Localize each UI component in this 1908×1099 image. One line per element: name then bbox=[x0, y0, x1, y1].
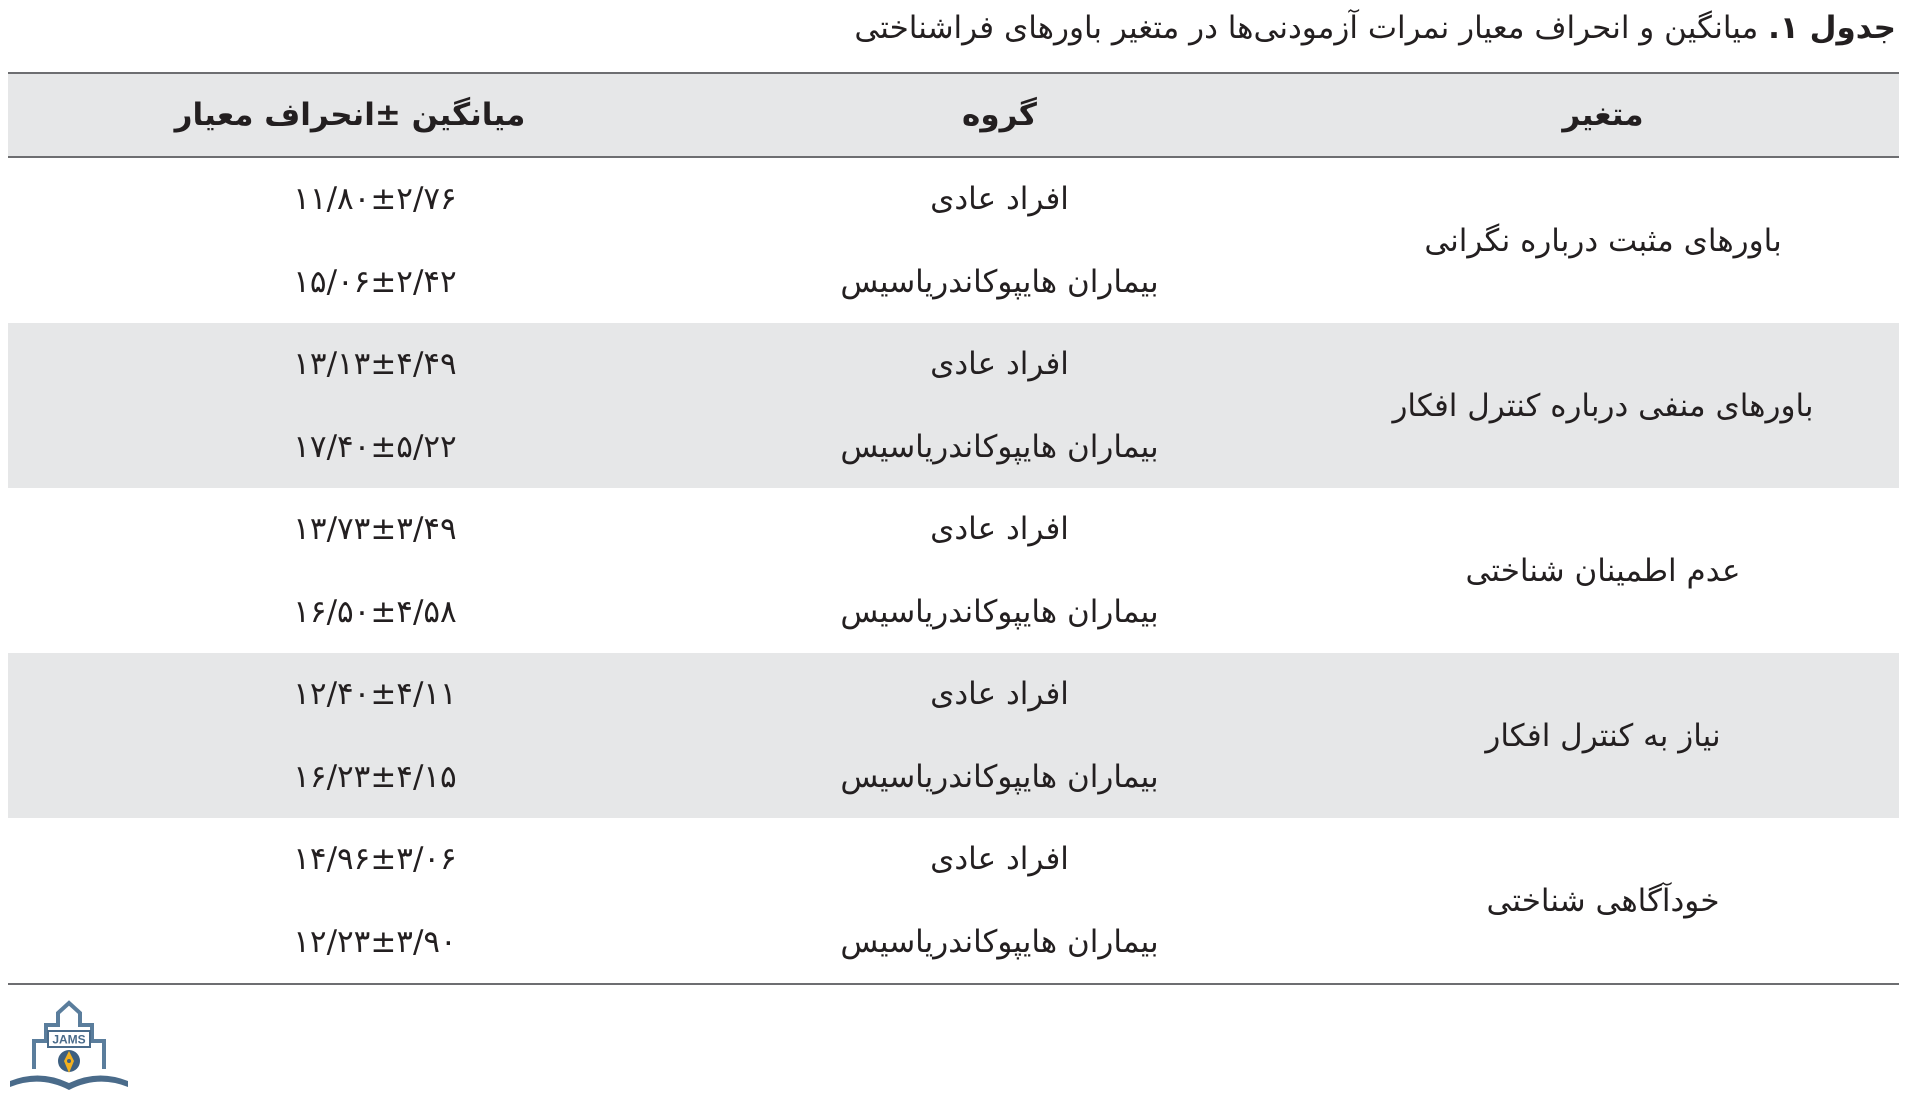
group-row bbox=[8, 818, 1307, 901]
group-cell: افراد عادی bbox=[930, 181, 1069, 218]
journal-logo-icon bbox=[6, 995, 132, 1095]
table-row bbox=[8, 323, 1899, 488]
group-cell: افراد عادی bbox=[930, 511, 1069, 548]
group-row bbox=[8, 406, 1307, 489]
header-mean-sd: میانگین ±انحراف معیار bbox=[174, 97, 526, 133]
caption-text: میانگین و انحراف معیار نمرات آزمودنی‌ها در متغیر باورهای فراشناختی bbox=[854, 10, 1769, 46]
table-caption bbox=[12, 4, 1896, 52]
group-row bbox=[8, 323, 1307, 406]
group-row bbox=[8, 901, 1307, 984]
group-cell: بیماران هایپوکاندریاسیس bbox=[840, 263, 1159, 300]
value-cell: ۱۶/۲۳±۴/۱۵ bbox=[293, 758, 457, 795]
variable-cell: باورهای منفی درباره کنترل افکار bbox=[1392, 387, 1814, 424]
group-row bbox=[8, 653, 1307, 736]
value-cell: ۱۳/۷۳±۳/۴۹ bbox=[293, 511, 457, 548]
group-row bbox=[8, 158, 1307, 241]
variable-cell: عدم اطمینان شناختی bbox=[1465, 552, 1741, 589]
value-cell: ۱۱/۸۰±۲/۷۶ bbox=[293, 181, 457, 218]
value-cell: ۱۶/۵۰±۴/۵۸ bbox=[293, 593, 457, 630]
group-cell: بیماران هایپوکاندریاسیس bbox=[840, 758, 1159, 795]
variable-cell: نیاز به کنترل افکار bbox=[1485, 717, 1721, 754]
table-row bbox=[8, 488, 1899, 653]
value-cell: ۱۲/۲۳±۳/۹۰ bbox=[293, 923, 457, 960]
table-row bbox=[8, 818, 1899, 983]
variable-cell: خودآگاهی شناختی bbox=[1486, 882, 1720, 919]
value-cell: ۱۵/۰۶±۲/۴۲ bbox=[293, 263, 457, 300]
group-cell: بیماران هایپوکاندریاسیس bbox=[840, 593, 1159, 630]
variable-cell: باورهای مثبت درباره نگرانی bbox=[1424, 222, 1782, 259]
group-cell: بیماران هایپوکاندریاسیس bbox=[840, 923, 1159, 960]
group-row bbox=[8, 736, 1307, 819]
caption-label: جدول ۱. bbox=[1768, 10, 1896, 46]
value-cell: ۱۷/۴۰±۵/۲۲ bbox=[293, 428, 457, 465]
group-row bbox=[8, 241, 1307, 324]
group-row bbox=[8, 488, 1307, 571]
group-cell: افراد عادی bbox=[930, 346, 1069, 383]
table-row bbox=[8, 158, 1899, 323]
group-cell: افراد عادی bbox=[930, 676, 1069, 713]
header-group: گروه bbox=[962, 97, 1037, 133]
value-cell: ۱۲/۴۰±۴/۱۱ bbox=[293, 676, 457, 713]
group-cell: بیماران هایپوکاندریاسیس bbox=[840, 428, 1159, 465]
group-row bbox=[8, 571, 1307, 654]
jams-logo bbox=[6, 995, 132, 1095]
svg-text:JAMS: JAMS bbox=[52, 1032, 86, 1047]
data-table bbox=[8, 72, 1899, 985]
table-header bbox=[8, 74, 1899, 158]
header-variable: متغیر bbox=[1562, 97, 1644, 133]
group-cell: افراد عادی bbox=[930, 841, 1069, 878]
value-cell: ۱۳/۱۳±۴/۴۹ bbox=[293, 346, 457, 383]
table-row bbox=[8, 653, 1899, 818]
value-cell: ۱۴/۹۶±۳/۰۶ bbox=[293, 841, 457, 878]
